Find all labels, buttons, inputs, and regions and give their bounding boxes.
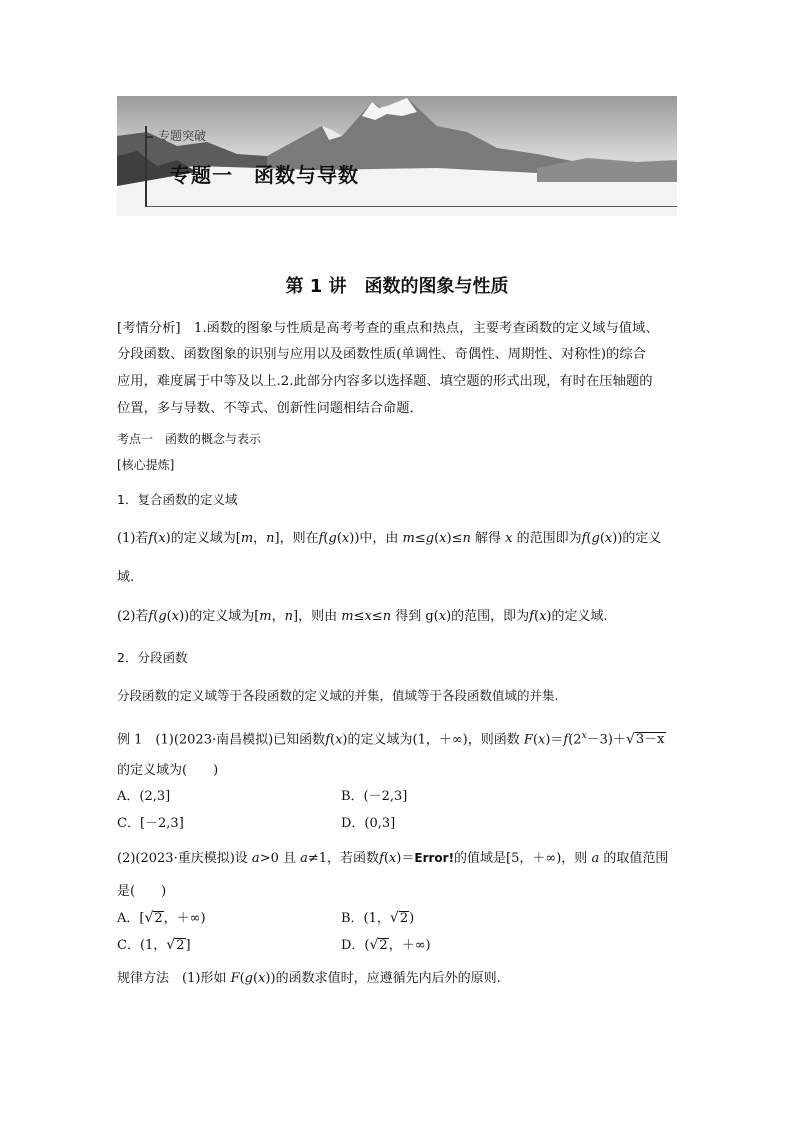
banner-small-label: 专题突破 [158, 129, 207, 143]
example1-question2-tail: 是( ) [117, 884, 167, 899]
analysis-line-2: 分段函数、函数图象的识别与应用以及函数性质(单调性、奇偶性、周期性、对称性)的综合 [117, 347, 646, 362]
q2-option-a[interactable]: A．[√2，＋∞) [117, 910, 206, 926]
item2-text: 分段函数的定义域等于各段函数的定义域的并集，值域等于各段函数值域的并集. [117, 688, 559, 703]
item1-paragraph-1: (1)若f(x)的定义域为[m，n]，则在f(g(x))中，由 m≤g(x)≤n 解得 x 的范围即为f(g(x))的定义 [117, 531, 662, 546]
item1-heading: 1．复合函数的定义域 [117, 492, 238, 507]
core-summary-label: [核心提炼] [117, 458, 175, 472]
q1-option-d[interactable]: D．(0,3] [341, 816, 396, 831]
q1-option-c[interactable]: C．[－2,3] [117, 816, 184, 831]
q1-option-b[interactable]: B．(－2,3] [341, 789, 408, 804]
example1-question1-tail: 的定义域为( ) [117, 763, 219, 778]
banner-tick [145, 136, 153, 138]
item1-paragraph-1-tail: 域. [117, 570, 135, 585]
q2-option-b[interactable]: B．(1，√2) [341, 910, 415, 926]
item2-heading: 2．分段函数 [117, 650, 188, 665]
method-note: 规律方法 (1)形如 F(g(x))的函数求值时，应遵循先内后外的原则. [117, 971, 501, 986]
example1-question1: 例 1 (1)(2023·南昌模拟)已知函数f(x)的定义域为(1，＋∞)，则函数 $F(x)=f(2^x-3)+√3-x$ [117, 731, 665, 748]
q1-option-a[interactable]: A．(2,3] [117, 789, 171, 804]
analysis-line-4: 位置，多与导数、不等式、创新性问题相结合命题． [117, 401, 423, 416]
kaodian-heading: 考点一 函数的概念与表示 [117, 432, 262, 446]
q2-option-c[interactable]: C．(1，√2] [117, 937, 191, 953]
banner-title: 专题一 函数与导数 [170, 163, 359, 187]
analysis-line-1: [考情分析] 1.函数的图象与性质是高考考查的重点和热点，主要考查函数的定义域与值域、 [117, 321, 659, 336]
example1-question2: (2)(2023·重庆模拟)设 a>0 且 a≠1，若函数f(x)＝Error!的值域是[5，＋∞)，则 a 的取值范围 [117, 851, 669, 866]
q2-option-d[interactable]: D．(√2，＋∞) [341, 937, 431, 953]
lecture-title: 第 1 讲 函数的图象与性质 [285, 276, 509, 297]
analysis-line-3: 应用，难度属于中等及以上.2.此部分内容多以选择题、填空题的形式出现，有时在压轴题的 [117, 374, 653, 389]
item1-paragraph-2: (2)若f(g(x))的定义域为[m，n]，则由 m≤x≤n 得到 g(x)的范围，即为f(x)的定义域. [117, 609, 608, 624]
header-banner [117, 96, 677, 216]
